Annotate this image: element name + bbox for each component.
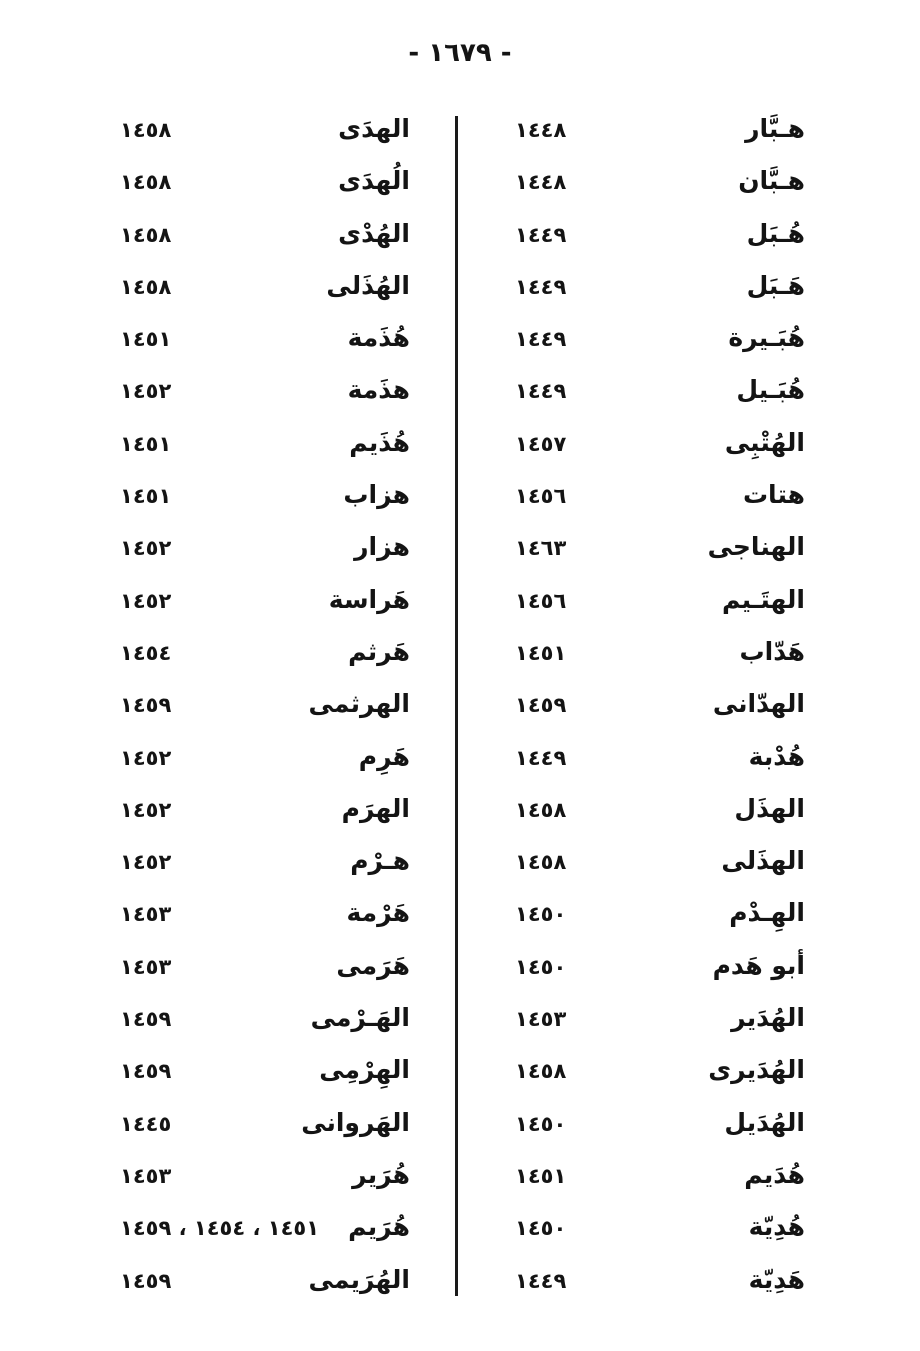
index-entry: [110, 579, 410, 631]
entry-page-number: ١٤٥١: [120, 327, 172, 352]
entry-page-number: ١٤٤٩: [515, 222, 567, 247]
index-entry: [505, 579, 805, 631]
entry-word: الهَروانى: [301, 1107, 410, 1137]
index-entry: [110, 474, 410, 526]
entry-word: هُرَيم: [348, 1212, 410, 1242]
entry-page-number: ١٤٥١: [120, 484, 172, 509]
index-entry: [505, 474, 805, 526]
entry-word: الهناجى: [707, 532, 805, 562]
entry-word: الهرثمى: [308, 689, 410, 719]
entry-page-number: ١٤٥٠: [515, 1216, 567, 1241]
entry-page-number: ١٤٥٨: [515, 797, 567, 822]
entry-word: الهدَى: [338, 114, 410, 143]
entry-page-number: ١٤٤٩: [515, 327, 567, 352]
index-entry: [505, 631, 805, 683]
entry-page-number: ١٤٥٣: [120, 902, 172, 927]
entry-word: هَرثم: [348, 636, 410, 666]
index-entry: [505, 369, 805, 421]
entry-word: الهذَل: [734, 793, 805, 823]
entry-page-number: ١٤٥٢: [120, 850, 172, 875]
entry-word: هُرَير: [352, 1159, 410, 1189]
index-entry: [110, 422, 410, 474]
entry-page-number: ١٤٥٠: [515, 902, 567, 927]
entry-word: الهُدَيل: [724, 1107, 805, 1137]
index-entry: [110, 369, 410, 421]
index-entry: [505, 1154, 805, 1206]
index-entry: [505, 788, 805, 840]
page-number: - ١٦٧٩ -: [408, 38, 512, 68]
entry-word: هَرْمة: [346, 898, 410, 928]
entry-word: هُذَمة: [347, 323, 410, 353]
entry-word: هـبَّار: [745, 114, 805, 143]
index-entry: [505, 840, 805, 892]
entry-word: الهِـدْم: [729, 898, 805, 928]
entry-word: الهُرَيمى: [308, 1264, 410, 1294]
entry-word: الهُدْى: [338, 218, 410, 248]
entry-page-number: ١٤٥٩: [120, 1007, 172, 1032]
index-entry: [110, 213, 410, 265]
entry-word: الهذَلى: [721, 846, 805, 876]
entry-word: الهِرْمِى: [319, 1055, 410, 1085]
entry-word: هتات: [742, 480, 805, 510]
entry-page-number: ١٤٥٢: [120, 797, 172, 822]
entry-page-number: ١٤٥٦: [515, 484, 567, 509]
entry-page-number: ١٤٥٨: [120, 274, 172, 299]
index-entry: [110, 997, 410, 1049]
entry-word: الهتَـيم: [721, 584, 805, 614]
right-index-column: [505, 108, 805, 1311]
entry-page-number: ١٤٥٦: [515, 588, 567, 613]
index-entry: [505, 997, 805, 1049]
entry-word: هذَمة: [347, 375, 410, 405]
entry-word: الُهدَى: [338, 166, 410, 196]
index-entry: [110, 788, 410, 840]
entry-page-number: ١٤٥٨: [120, 118, 172, 142]
entry-page-number: ١٤٥١: [515, 640, 567, 665]
entry-word: الهَـرْمى: [310, 1003, 410, 1033]
column-divider: [455, 116, 458, 1296]
index-entry: [110, 840, 410, 892]
index-entry: [110, 108, 410, 160]
index-entry: [505, 265, 805, 317]
index-entry: [110, 945, 410, 997]
entry-page-number: ١٤٤٨: [515, 118, 567, 142]
entry-page-number: ١٤٥٢: [120, 536, 172, 561]
entry-page-number: ١٤٥٢: [120, 745, 172, 770]
entry-word: هَـبَل: [746, 270, 805, 300]
index-entry: [505, 1259, 805, 1311]
index-entry: [110, 1049, 410, 1101]
entry-page-number: ١٤٥٨: [120, 170, 172, 195]
index-entry: [505, 1049, 805, 1101]
entry-page-number: ١٤٦٣: [515, 536, 567, 561]
entry-word: الهُدَير: [731, 1003, 805, 1033]
entry-word: هُبَـيرة: [728, 323, 805, 353]
entry-word: هَرِم: [358, 741, 410, 771]
index-entry: [110, 683, 410, 735]
index-entry: [110, 160, 410, 212]
entry-page-number: ١٤٤٥: [120, 1111, 172, 1136]
index-entry: [505, 736, 805, 788]
index-entry: [505, 892, 805, 944]
index-entry: [110, 1102, 410, 1154]
entry-page-number: ١٤٥٢: [120, 588, 172, 613]
index-entry: [110, 1259, 410, 1311]
index-entry: [505, 108, 805, 160]
entry-page-number: ١٤٥٠: [515, 1111, 567, 1136]
entry-page-number: ١٤٥٤: [120, 640, 172, 665]
left-index-column: [110, 108, 410, 1311]
entry-page-number: ١٤٥٣: [120, 954, 172, 979]
entry-word: هَرَمى: [336, 950, 410, 980]
index-entry: [110, 892, 410, 944]
entry-page-number: ١٤٥٨: [515, 850, 567, 875]
entry-word: الهُذَلى: [326, 270, 410, 300]
entry-page-number: ١٤٥٣: [515, 1007, 567, 1032]
index-entry: [110, 631, 410, 683]
index-entry: [110, 265, 410, 317]
index-entry: [505, 1102, 805, 1154]
entry-word: هُذَيم: [349, 427, 410, 457]
entry-word: هـرْم: [350, 846, 410, 876]
entry-page-number: ١٤٥٩: [120, 1268, 172, 1293]
entry-page-number: ١٤٥٨: [515, 1059, 567, 1084]
index-entry: [110, 526, 410, 578]
entry-page-number: ١٤٥٩: [515, 693, 567, 718]
entry-word: هُبَـيل: [736, 375, 805, 405]
index-entry: [505, 1206, 805, 1258]
entry-word: الهدّانى: [712, 689, 805, 719]
entry-page-number: ١٤٥١ ، ١٤٥٤ ، ١٤٥٩: [120, 1216, 320, 1241]
index-entry: [505, 317, 805, 369]
entry-word: الهُتْبِى: [724, 427, 805, 457]
entry-word: الهرَم: [341, 793, 410, 823]
entry-word: هزار: [354, 532, 410, 562]
entry-word: أبو هَدم: [712, 950, 805, 980]
index-entry: [110, 317, 410, 369]
entry-page-number: ١٤٤٩: [515, 1268, 567, 1293]
entry-page-number: ١٤٥١: [120, 431, 172, 456]
entry-word: هُدِيّة: [748, 1212, 805, 1242]
entry-page-number: ١٤٤٩: [515, 745, 567, 770]
index-entry: [505, 683, 805, 735]
entry-page-number: ١٤٤٩: [515, 379, 567, 404]
index-entry: [505, 945, 805, 997]
index-entry: [505, 422, 805, 474]
entry-page-number: ١٤٥٧: [515, 431, 567, 456]
entry-page-number: ١٤٥٠: [515, 954, 567, 979]
index-entry: [110, 736, 410, 788]
entry-page-number: ١٤٥٩: [120, 693, 172, 718]
entry-word: هُـبَل: [746, 218, 805, 248]
entry-word: الهُدَيرى: [708, 1055, 805, 1085]
entry-page-number: ١٤٥٣: [120, 1163, 172, 1188]
entry-page-number: ١٤٥٩: [120, 1059, 172, 1084]
index-entry: [505, 526, 805, 578]
entry-word: هُدْبة: [748, 741, 805, 771]
entry-page-number: ١٤٥١: [515, 1163, 567, 1188]
index-entry: [110, 1154, 410, 1206]
index-entry: [505, 160, 805, 212]
entry-page-number: ١٤٥٢: [120, 379, 172, 404]
index-entry: [505, 213, 805, 265]
entry-page-number: ١٤٤٩: [515, 274, 567, 299]
entry-page-number: ١٤٥٨: [120, 222, 172, 247]
entry-word: هَراسة: [328, 584, 410, 614]
entry-word: هـبَّان: [738, 166, 805, 196]
index-entry: [110, 1206, 410, 1258]
entry-word: هزاب: [343, 480, 410, 510]
entry-word: هَدّاب: [739, 636, 805, 666]
entry-page-number: ١٤٤٨: [515, 170, 567, 195]
entry-word: هُدَيم: [744, 1159, 805, 1189]
entry-word: هَدِيّة: [748, 1264, 805, 1294]
